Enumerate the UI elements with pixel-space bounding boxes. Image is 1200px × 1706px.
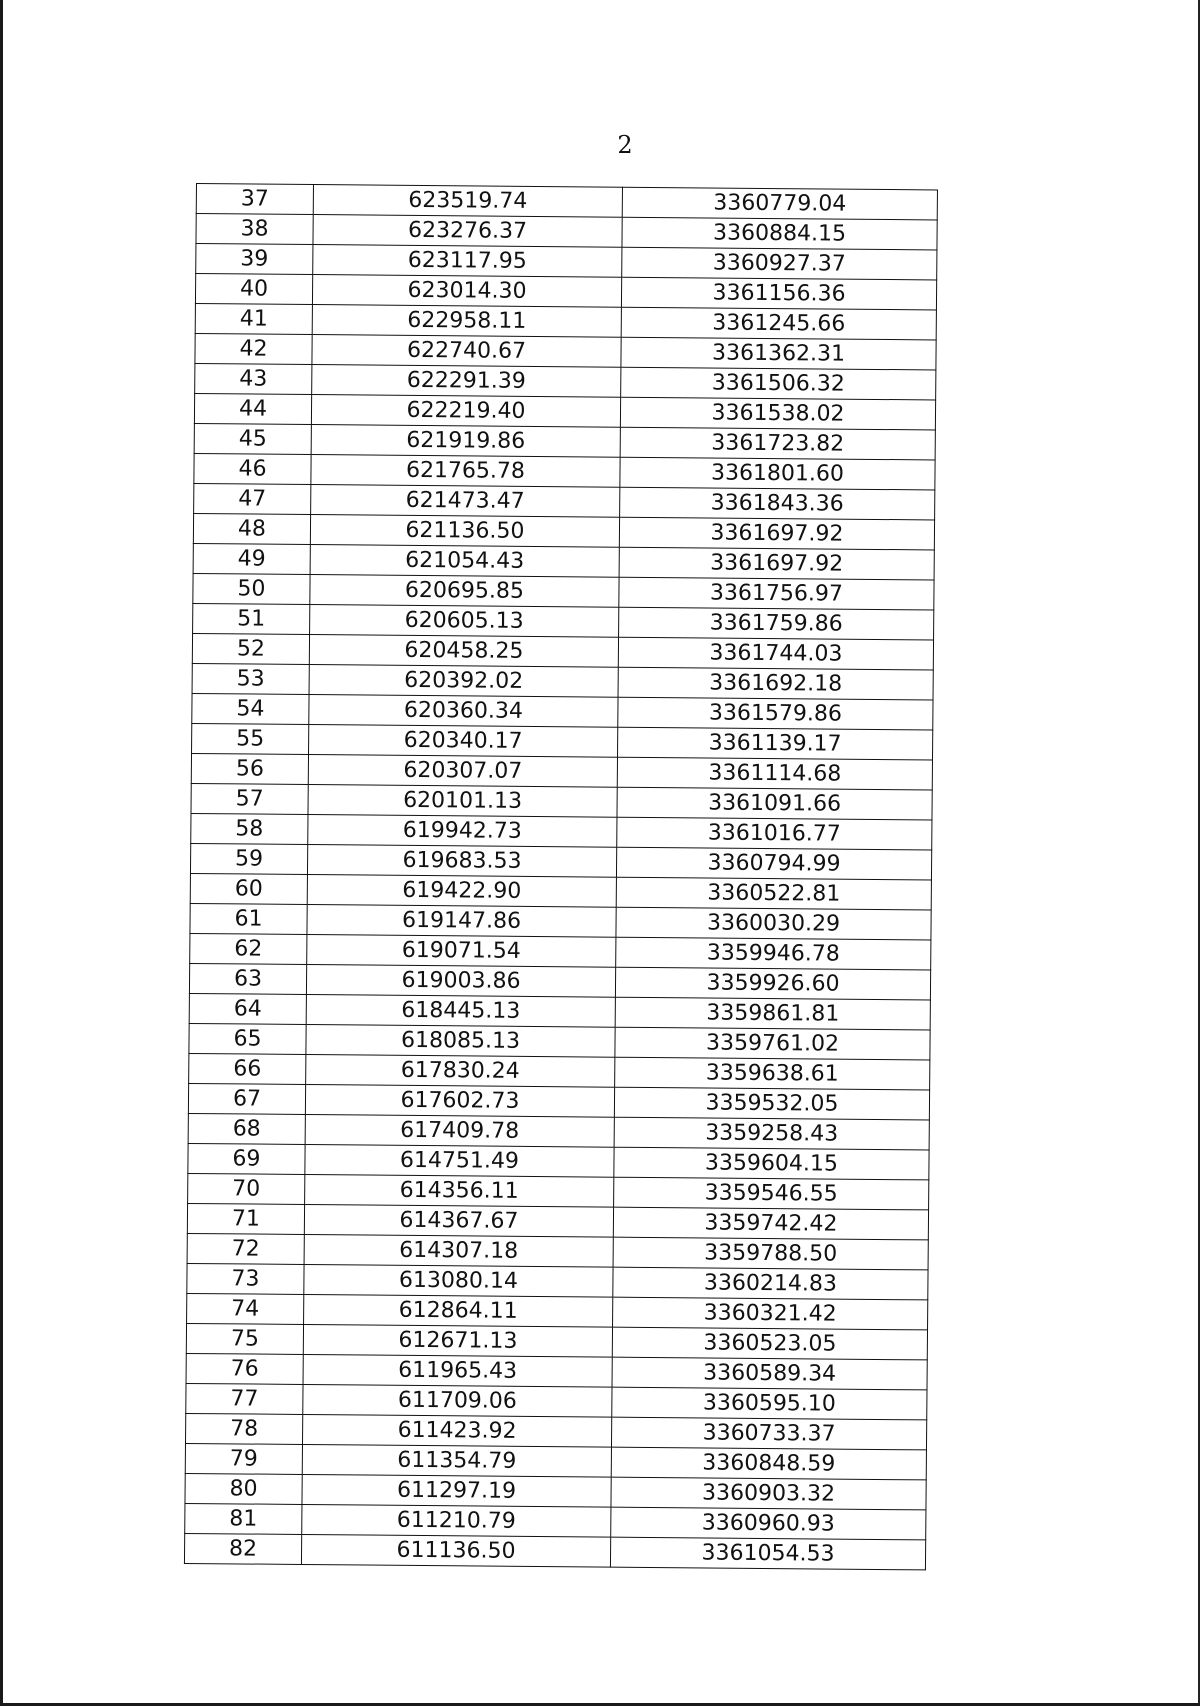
x-coordinate-cell: 611423.92 (302, 1414, 611, 1447)
y-coordinate-cell: 3360030.29 (616, 907, 931, 940)
y-coordinate-cell: 3360794.99 (616, 847, 931, 880)
y-coordinate-cell: 3360589.34 (612, 1357, 927, 1390)
x-coordinate-cell: 620695.85 (310, 575, 619, 608)
y-coordinate-cell: 3361756.97 (619, 577, 934, 610)
x-coordinate-cell: 620101.13 (308, 785, 617, 818)
x-coordinate-cell: 614356.11 (305, 1174, 614, 1207)
y-coordinate-cell: 3361697.92 (619, 547, 934, 580)
point-number-cell: 78 (186, 1413, 303, 1444)
x-coordinate-cell: 614751.49 (305, 1144, 614, 1177)
y-coordinate-cell: 3361579.86 (618, 697, 933, 730)
point-number-cell: 55 (192, 723, 309, 754)
coordinate-table (184, 183, 938, 1570)
y-coordinate-cell: 3360214.83 (613, 1267, 928, 1300)
x-coordinate-cell: 612864.11 (304, 1294, 613, 1327)
x-coordinate-cell: 622291.39 (312, 365, 621, 398)
x-coordinate-cell: 611709.06 (303, 1384, 612, 1417)
point-number-cell: 64 (189, 993, 306, 1024)
point-number-cell: 59 (190, 843, 307, 874)
x-coordinate-cell: 619071.54 (307, 934, 616, 967)
x-coordinate-cell: 613080.14 (304, 1264, 613, 1297)
x-coordinate-cell: 619683.53 (307, 845, 616, 878)
y-coordinate-cell: 3361362.31 (621, 337, 936, 370)
point-number-cell: 41 (195, 303, 312, 334)
y-coordinate-cell: 3360523.05 (612, 1327, 927, 1360)
point-number-cell: 37 (196, 184, 313, 215)
scan-edge-left (0, 0, 3, 1706)
y-coordinate-cell: 3361245.66 (621, 307, 936, 340)
x-coordinate-cell: 620360.34 (309, 695, 618, 728)
point-number-cell: 48 (193, 513, 310, 544)
point-number-cell: 60 (190, 873, 307, 904)
point-number-cell: 52 (192, 633, 309, 664)
y-coordinate-cell: 3360884.15 (622, 217, 937, 250)
y-coordinate-cell: 3359788.50 (613, 1237, 928, 1270)
y-coordinate-cell: 3361114.68 (617, 757, 932, 790)
point-number-cell: 54 (192, 693, 309, 724)
y-coordinate-cell: 3361016.77 (617, 817, 932, 850)
x-coordinate-cell: 619003.86 (306, 964, 615, 997)
y-coordinate-cell: 3359546.55 (614, 1177, 929, 1210)
point-number-cell: 71 (187, 1203, 304, 1234)
x-coordinate-cell: 622219.40 (311, 395, 620, 428)
y-coordinate-cell: 3359604.15 (614, 1147, 929, 1180)
x-coordinate-cell: 622740.67 (312, 335, 621, 368)
point-number-cell: 39 (196, 244, 313, 275)
x-coordinate-cell: 614367.67 (304, 1204, 613, 1237)
point-number-cell: 65 (189, 1023, 306, 1054)
point-number-cell: 49 (193, 543, 310, 574)
y-coordinate-cell: 3359532.05 (614, 1087, 929, 1120)
x-coordinate-cell: 620307.07 (308, 755, 617, 788)
x-coordinate-cell: 611136.50 (301, 1534, 610, 1567)
point-number-cell: 57 (191, 783, 308, 814)
point-number-cell: 75 (186, 1323, 303, 1354)
point-number-cell: 72 (187, 1233, 304, 1264)
x-coordinate-cell: 619422.90 (307, 874, 616, 907)
point-number-cell: 42 (195, 333, 312, 364)
y-coordinate-cell: 3360522.81 (616, 877, 931, 910)
point-number-cell: 76 (186, 1353, 303, 1384)
point-number-cell: 68 (188, 1113, 305, 1144)
point-number-cell: 69 (188, 1143, 305, 1174)
y-coordinate-cell: 3360960.93 (611, 1507, 926, 1540)
coordinate-table-body (184, 184, 937, 1570)
x-coordinate-cell: 623276.37 (313, 215, 622, 248)
point-number-cell: 46 (194, 453, 311, 484)
x-coordinate-cell: 623117.95 (313, 245, 622, 278)
point-number-cell: 73 (187, 1263, 304, 1294)
y-coordinate-cell: 3361156.36 (621, 277, 936, 310)
x-coordinate-cell: 621473.47 (311, 485, 620, 518)
x-coordinate-cell: 620605.13 (310, 605, 619, 638)
y-coordinate-cell: 3360848.59 (611, 1447, 926, 1480)
x-coordinate-cell: 621054.43 (310, 545, 619, 578)
point-number-cell: 62 (190, 933, 307, 964)
x-coordinate-cell: 619147.86 (307, 904, 616, 937)
point-number-cell: 43 (195, 363, 312, 394)
y-coordinate-cell: 3359861.81 (615, 997, 930, 1030)
x-coordinate-cell: 623519.74 (313, 185, 622, 218)
y-coordinate-cell: 3359742.42 (613, 1207, 928, 1240)
point-number-cell: 70 (188, 1173, 305, 1204)
point-number-cell: 38 (196, 214, 313, 245)
x-coordinate-cell: 621765.78 (311, 455, 620, 488)
x-coordinate-cell: 621919.86 (311, 425, 620, 458)
point-number-cell: 63 (189, 963, 306, 994)
y-coordinate-cell: 3361843.36 (620, 487, 935, 520)
point-number-cell: 74 (187, 1293, 304, 1324)
point-number-cell: 67 (188, 1083, 305, 1114)
y-coordinate-cell: 3359761.02 (615, 1027, 930, 1060)
x-coordinate-cell: 622958.11 (312, 305, 621, 338)
x-coordinate-cell: 619942.73 (308, 815, 617, 848)
point-number-cell: 58 (191, 813, 308, 844)
point-number-cell: 61 (190, 903, 307, 934)
x-coordinate-cell: 612671.13 (303, 1324, 612, 1357)
table-row (184, 1533, 925, 1569)
y-coordinate-cell: 3360927.37 (622, 247, 937, 280)
y-coordinate-cell: 3361723.82 (620, 427, 935, 460)
x-coordinate-cell: 611965.43 (303, 1354, 612, 1387)
y-coordinate-cell: 3361054.53 (610, 1537, 925, 1570)
x-coordinate-cell: 617830.24 (306, 1054, 615, 1087)
x-coordinate-cell: 618445.13 (306, 994, 615, 1027)
y-coordinate-cell: 3360779.04 (622, 187, 937, 220)
point-number-cell: 50 (193, 573, 310, 604)
point-number-cell: 80 (185, 1473, 302, 1504)
y-coordinate-cell: 3360733.37 (611, 1417, 926, 1450)
page-number: 2 (617, 131, 633, 159)
y-coordinate-cell: 3359926.60 (615, 967, 930, 1000)
x-coordinate-cell: 617409.78 (305, 1114, 614, 1147)
y-coordinate-cell: 3361091.66 (617, 787, 932, 820)
x-coordinate-cell: 620458.25 (309, 635, 618, 668)
point-number-cell: 45 (194, 423, 311, 454)
y-coordinate-cell: 3361538.02 (620, 397, 935, 430)
y-coordinate-cell: 3359638.61 (615, 1057, 930, 1090)
point-number-cell: 81 (185, 1503, 302, 1534)
point-number-cell: 56 (191, 753, 308, 784)
x-coordinate-cell: 620392.02 (309, 665, 618, 698)
x-coordinate-cell: 623014.30 (312, 275, 621, 308)
y-coordinate-cell: 3359946.78 (616, 937, 931, 970)
y-coordinate-cell: 3359258.43 (614, 1117, 929, 1150)
y-coordinate-cell: 3361697.92 (619, 517, 934, 550)
y-coordinate-cell: 3361801.60 (620, 457, 935, 490)
y-coordinate-cell: 3361759.86 (619, 607, 934, 640)
y-coordinate-cell: 3360595.10 (612, 1387, 927, 1420)
x-coordinate-cell: 621136.50 (310, 515, 619, 548)
x-coordinate-cell: 620340.17 (309, 725, 618, 758)
point-number-cell: 40 (195, 274, 312, 305)
point-number-cell: 47 (194, 483, 311, 514)
point-number-cell: 66 (189, 1053, 306, 1084)
y-coordinate-cell: 3361506.32 (621, 367, 936, 400)
y-coordinate-cell: 3360903.32 (611, 1477, 926, 1510)
y-coordinate-cell: 3361692.18 (618, 667, 933, 700)
y-coordinate-cell: 3361744.03 (618, 637, 933, 670)
x-coordinate-cell: 611210.79 (302, 1504, 611, 1537)
x-coordinate-cell: 611297.19 (302, 1474, 611, 1507)
point-number-cell: 53 (192, 663, 309, 694)
x-coordinate-cell: 611354.79 (302, 1444, 611, 1477)
y-coordinate-cell: 3361139.17 (618, 727, 933, 760)
point-number-cell: 44 (194, 393, 311, 424)
x-coordinate-cell: 617602.73 (305, 1084, 614, 1117)
point-number-cell: 79 (185, 1443, 302, 1474)
y-coordinate-cell: 3360321.42 (613, 1297, 928, 1330)
point-number-cell: 51 (193, 603, 310, 634)
point-number-cell: 77 (186, 1383, 303, 1414)
point-number-cell: 82 (184, 1533, 301, 1564)
x-coordinate-cell: 618085.13 (306, 1024, 615, 1057)
x-coordinate-cell: 614307.18 (304, 1234, 613, 1267)
